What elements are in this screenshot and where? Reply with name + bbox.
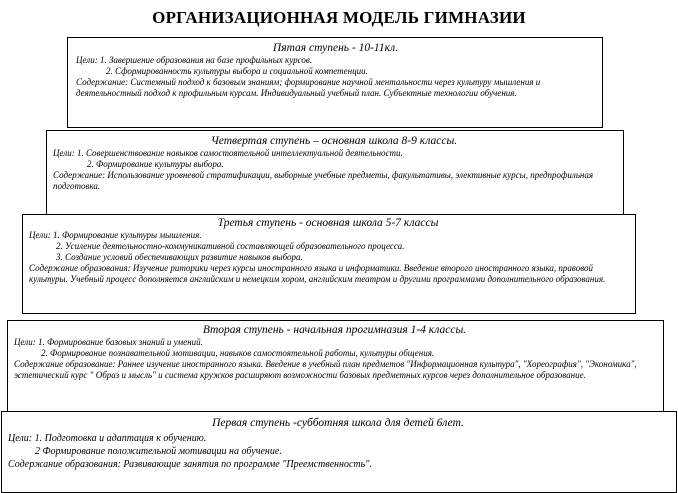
stage-5-goal-2: 2. Сформированность культуры выбора и социальной компетенции.	[106, 66, 368, 76]
stage-1-goal-2: 2 Формирование положительной мотивации на обучение.	[35, 446, 282, 457]
stage-3-goal-3: 3. Создание условий обеспечивающих развитие навыков выбора.	[56, 252, 303, 262]
stage-4-box	[46, 130, 624, 216]
stage-1-box	[1, 411, 677, 493]
stage-5-goal-1: Цели: 1. Завершение образования на базе профильных курсов.	[76, 55, 313, 65]
stage-4-goal-1: Цели: 1. Совершенствование навыков самостоятельной интеллектуальной деятельности.	[53, 148, 403, 158]
stage-5-title: Пятая ступень - 10-11кл.	[272, 42, 399, 54]
stage-2-title: Вторая ступень - начальная прогимназия 1-4 классы.	[202, 324, 467, 336]
stage-3-goal-2: 2. Усиление деятельностно-коммуникативной составляющей образовательного процесса.	[56, 241, 405, 251]
stage-3-content: Содержание образования: Изучение риторики через курсы иностранного языка и информатики. Введение второго иностранного языка, правовой культуры. Учебный процесс дополняется английским и немецким хором, английским театром и другими программами дополнительного образования.	[29, 263, 606, 284]
stage-3-box	[22, 214, 636, 314]
stage-1-goal-1: Цели: 1. Подготовка и адаптация к обучению.	[8, 433, 207, 444]
stage-3-title: Третья ступень - основная школа 5-7 классы	[217, 217, 439, 229]
stage-5-content: Содержание: Системный подход к базовым знаниям; формирование научной ментальности через культуру мышления и деятельностный подход к профильным курсам. Индивидуальный учебный план. Субъектные технологии обучения.	[76, 77, 541, 98]
stage-4-content: Содержание: Использование уровневой стратификации, выборные учебные предметы, факультативы, элективные курсы, предпрофильная подготовка.	[53, 170, 594, 191]
stage-2-goal-2: 2. Формирование познавательной мотивации, навыков самостоятельной работы, культуры общения.	[41, 348, 435, 358]
stage-4-goal-2: 2. Формирование культуры выбора.	[87, 159, 224, 169]
stage-2-goal-1: Цели: 1. Формирование базовых знаний и умений.	[14, 337, 203, 347]
stage-4-title: Четвертая ступень – основная школа 8-9 классы.	[210, 135, 458, 147]
stage-1-title: Первая ступень -субботняя школа для детей 6лет.	[212, 417, 464, 429]
stage-5-box	[67, 37, 603, 128]
page-title: ОРГАНИЗАЦИОННАЯ МОДЕЛЬ ГИМНАЗИИ	[152, 8, 526, 27]
stage-3-goal-1: Цели: 1. Формирование культуры мышления.	[29, 230, 202, 240]
stage-2-content: Содержание образование: Раннее изучение иностранного языка. Введение в учебный план предметов "Информационная культура", "Хореография", "Экономика", эстетический курс " Образ и мысль" и система кружков расширяют возможности базовых предметных курсов через дополнительное образование.	[14, 359, 637, 380]
stage-1-content: Содержание образования: Развивающие занятия по программе "Преемственность".	[8, 459, 372, 470]
stage-2-box	[7, 320, 664, 412]
